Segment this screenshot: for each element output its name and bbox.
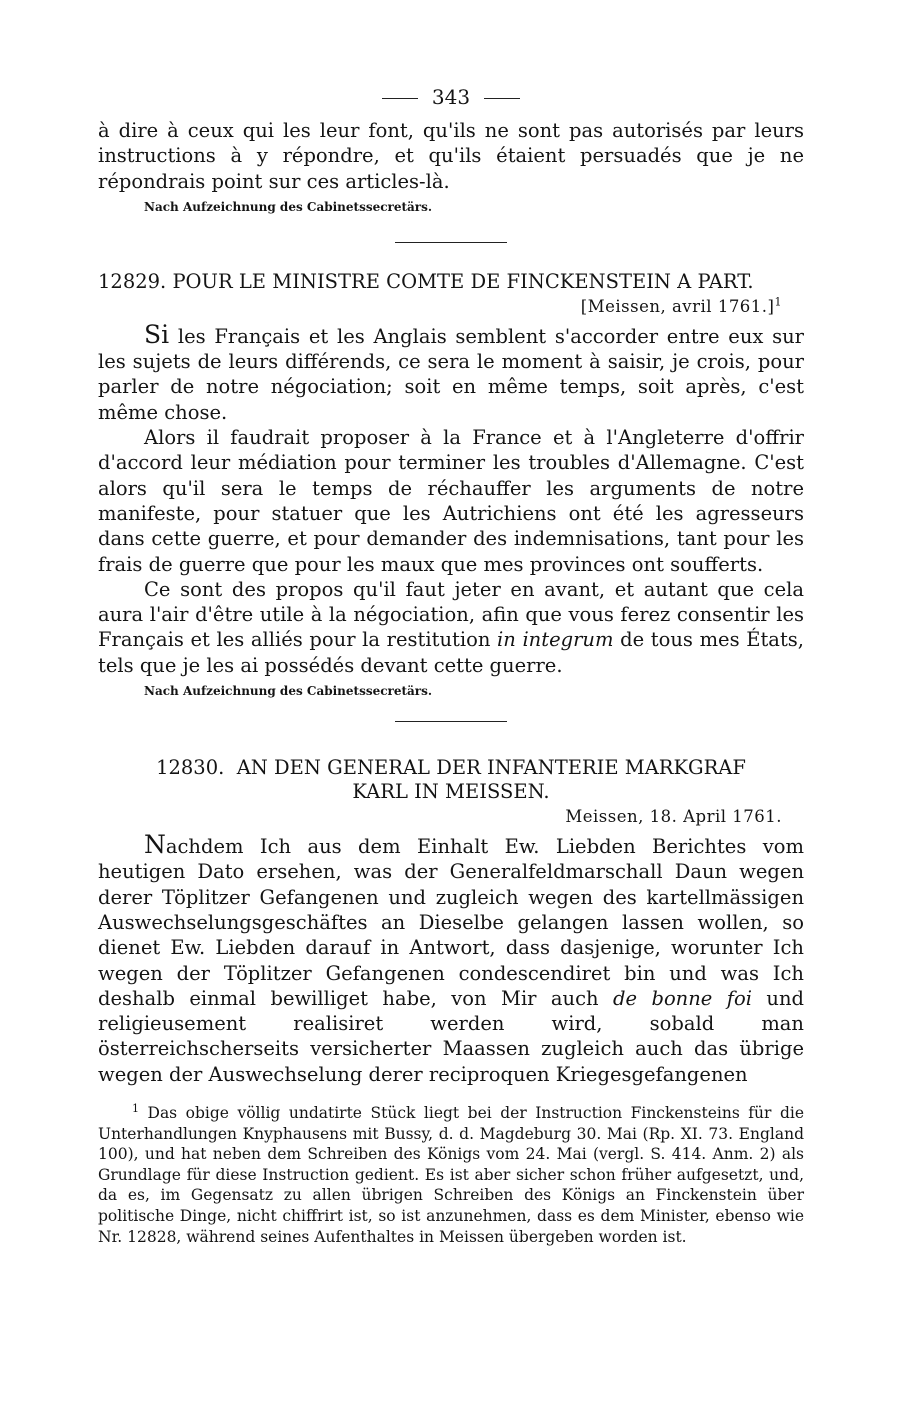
letter-title-line1: AN DEN GENERAL DER INFANTERIE MARKGRAF (236, 756, 746, 780)
footnotes (98, 1103, 804, 1247)
paragraph (98, 577, 804, 678)
paragraph-text: Ce sont des propos qu'il faut jeter en avant, et autant que cela aura l'air d'être utile à la négociation, afin que vous ferez consentir les Français et les alliés pour la restitution (98, 577, 804, 652)
paragraph-text: achdem Ich aus dem Einhalt Ew. Liebden Berichtes vom heutigen Dato ersehen, was der Generalfeldmarschall Daun wegen derer Töplitzer Gefangenen und zugleich wegen des kartellmässigen Auswechselungsgeschäftes an Dieselbe gelangen lassen wollen, so dienet Ew. Liebden darauf in Antwort, dass dasjenige, worunter Ich wegen der Töplitzer Gefangenen condescendiret bin und was Ich deshalb einmal bewilliget habe, von Mir auch (98, 835, 804, 1010)
italic-phrase: in integrum (497, 628, 614, 652)
header-dash-left (382, 98, 418, 99)
dateline-text: [Meissen, avril 1761.] (580, 296, 775, 316)
footnote-marker: 1 (132, 1101, 139, 1115)
paragraph-text: de tous mes États, tels que je les ai possédés devant cette guerre. (98, 628, 804, 677)
paragraph: Alors il faudrait proposer à la France et à l'Angleterre d'offrir d'accord leur médiation pour terminer les troubles d'Allemagne. C'est alors qu'il sera le temps de réchauffer les arguments de notre manifeste, pour statuer que les Autrichiens ont été les agresseurs dans cette guerre, et pour demander des indemnisations, tant pour les frais de guerre que pour les maux que mes provinces ont soufferts. (98, 426, 804, 576)
letter-number: 12830. (156, 756, 225, 780)
page (98, 84, 804, 1247)
source-note: Nach Aufzeichnung des Cabinetssecretärs. (144, 684, 433, 699)
letter-number: 12829. (98, 269, 167, 293)
header-dash-right (484, 98, 520, 99)
paragraph-text: les Français et les Anglais semblent s'accorder entre eux sur les sujets de leurs différends, ce sera le moment à saisir, je crois, pour parler de notre négociation; soit en même temps, soit après, c'est même chose. (98, 324, 804, 424)
paragraph (98, 832, 804, 1087)
section-divider (395, 242, 507, 243)
dateline: Meissen, 18. April 1761. (565, 807, 782, 827)
page-header (98, 84, 804, 110)
source-note: Nach Aufzeichnung des Cabinetssecretärs. (144, 199, 433, 214)
paragraph (98, 319, 804, 425)
letter-title: POUR LE MINISTRE COMTE DE FINCKENSTEIN A PART. (172, 269, 754, 293)
paragraph-text: und religieusement realisiret werden wird, sobald man österreichscherseits versicherter Maassen zugleich auch das übrige wegen der Auswechselung derer reciproquen Kriegesgefangenen (98, 986, 804, 1086)
continued-paragraph: à dire à ceux qui les leur font, qu'ils ne sont pas autorisés par leurs instructions à y répondre, et qu'ils étaient persuadés que je ne répondrais point sur ces articles-là. (98, 119, 804, 193)
paragraph-initial: N (144, 830, 166, 860)
letter-title-line2: KARL IN MEISSEN. (352, 780, 550, 804)
page-number: 343 (431, 85, 471, 109)
footnote-text: Das obige völlig undatirte Stück liegt bei der Instruction Finckensteins für die Unterhandlungen Knyphausens mit Bussy, d. d. Magdeburg 30. Mai (Rp. XI. 73. England 100), und hat neben dem Schreiben des Königs vom 24. Mai (vergl. S. 414. Anm. 2) als Grundlage für diese Instruction gedient. Es ist aber sicher schon früher aufgesetzt, und, da es, im Gegensatz zu allen übrigen Schreiben des Königs an Finckenstein über politische Dinge, nicht chiffrirt ist, so ist anzunehmen, dass es dem Minister, ebenso wie Nr. 12828, während seines Aufenthaltes in Meissen übergeben worden ist. (98, 1104, 804, 1246)
paragraph-initial: Si (144, 319, 170, 349)
footnote-reference: 1 (774, 295, 782, 309)
italic-phrase: de bonne foi (613, 986, 752, 1010)
footnote (98, 1103, 804, 1247)
letter-heading-12830 (98, 756, 804, 804)
section-divider (395, 721, 507, 722)
letter-heading-12829 (98, 270, 804, 294)
dateline (98, 296, 782, 318)
